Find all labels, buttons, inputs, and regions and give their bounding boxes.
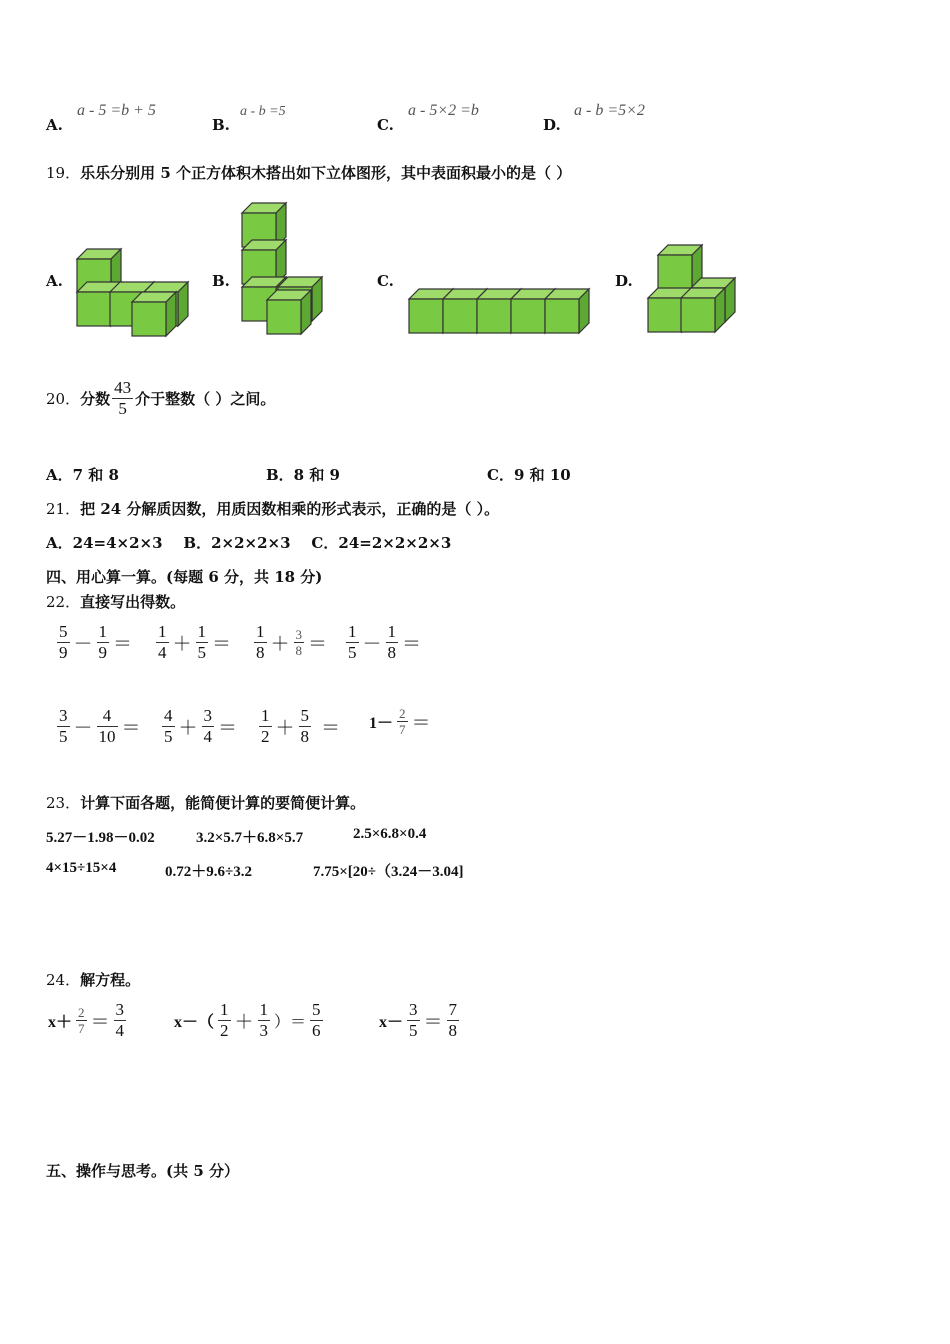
q20-frac-numerator: 43 — [114, 378, 132, 397]
den: 5 — [164, 727, 173, 746]
den: 2 — [220, 1021, 229, 1040]
den: 8 — [256, 643, 265, 662]
q22-number: 22． — [46, 593, 81, 611]
q21-options: A．24=4×2×3 B．2×2×2×3 C．24=2×2×2×3 — [46, 534, 452, 552]
equals: ＝ — [90, 1012, 110, 1033]
equals: ＝ — [308, 634, 328, 655]
den: 9 — [59, 643, 68, 662]
q23-question — [46, 792, 365, 813]
q18-option-d-label: D. — [543, 116, 561, 134]
q22-item-8 — [367, 706, 433, 737]
q22-item-7 — [257, 706, 342, 747]
den: 8 — [448, 1021, 458, 1040]
den: 5 — [197, 643, 207, 662]
q19-cube-figures — [0, 0, 950, 360]
num: 7 — [448, 1000, 458, 1019]
den: 7 — [78, 1021, 85, 1036]
operator: ＋ — [275, 718, 295, 739]
q22-text: 直接写出得数。 — [80, 593, 186, 611]
q22-question — [46, 591, 185, 612]
q19-figure-d — [648, 245, 735, 332]
q20-number: 20． — [46, 390, 81, 408]
num: 5 — [312, 1000, 321, 1019]
operator: ＋ — [172, 634, 192, 655]
operator: － — [73, 718, 93, 739]
section-5-heading: 五、操作与思考。(共 5 分） — [46, 1162, 239, 1180]
q24-question — [46, 969, 140, 990]
q19-option-d-label: D. — [615, 272, 633, 290]
equals: ＝ — [212, 634, 232, 655]
num: 3 — [115, 1000, 125, 1019]
q24-text: 解方程。 — [80, 971, 141, 989]
num: 4 — [164, 706, 173, 725]
num: 1 — [98, 622, 108, 641]
q23-text: 计算下面各题，能简便计算的要简便计算。 — [80, 794, 366, 812]
q24-equation-1 — [46, 1000, 128, 1041]
operator: － — [73, 634, 93, 655]
num: 4 — [102, 706, 112, 725]
den: 6 — [312, 1021, 321, 1040]
q21-question — [46, 498, 499, 519]
num: 1 — [256, 622, 265, 641]
q20-frac-denominator: 5 — [118, 399, 127, 418]
operator: － — [362, 634, 382, 655]
num: 1 — [387, 622, 397, 641]
num: 1 — [348, 622, 357, 641]
equals: ＝ — [113, 634, 133, 655]
q19-text: 乐乐分别用 5 个正方体积木搭出如下立体图形，其中表面积最小的是（ ） — [80, 164, 572, 182]
q23-expr-3: 2.5×6.8×0.4 — [353, 826, 427, 842]
q22-item-3 — [252, 622, 329, 663]
q22-item-6 — [160, 706, 239, 747]
q18-option-c-label: C. — [377, 116, 394, 134]
equals: ＝ — [402, 634, 422, 655]
den: 4 — [115, 1021, 125, 1040]
q20-option-b: B．8 和 9 — [266, 466, 340, 484]
num: 1 — [259, 1000, 269, 1019]
num: 3 — [59, 706, 68, 725]
den: 8 — [295, 643, 303, 658]
den: 10 — [98, 727, 116, 746]
q23-expr-4: 4×15÷15×4 — [46, 860, 117, 876]
prefix: 1－ — [369, 715, 394, 732]
equals: ＝ — [218, 718, 238, 739]
q21-text: 把 24 分解质因数，用质因数相乘的形式表示，正确的是（ ）。 — [80, 500, 500, 518]
q23-expr-5: 0.72＋9.6÷3.2 — [165, 864, 252, 880]
num: 3 — [295, 627, 303, 642]
equals: ＝ — [321, 718, 341, 739]
den: 3 — [259, 1021, 269, 1040]
q18-option-a-expr: a - 5 =b + 5 — [77, 102, 156, 119]
den: 9 — [98, 643, 108, 662]
q18-option-d-expr: a - b =5×2 — [574, 102, 645, 119]
num: 3 — [203, 706, 213, 725]
q23-expr-2: 3.2×5.7＋6.8×5.7 — [196, 830, 304, 846]
q22-item-4 — [344, 622, 423, 663]
q20-pre: 分数 — [80, 390, 111, 408]
prefix: x－ — [379, 1014, 404, 1031]
q19-option-c-label: C. — [377, 272, 394, 290]
den: 5 — [59, 727, 68, 746]
prefix: x＋ — [48, 1014, 73, 1031]
num: 2 — [78, 1005, 85, 1020]
operator: ＋ — [270, 634, 290, 655]
q19-option-a-label: A. — [46, 272, 63, 290]
operator: ＋ — [178, 718, 198, 739]
prefix: x－（ — [174, 1014, 215, 1031]
q18-option-b-label: B. — [212, 116, 230, 134]
q21-number: 21． — [46, 500, 81, 518]
equals: ＝ — [411, 713, 431, 734]
q22-item-2 — [154, 622, 233, 663]
q19-option-b-label: B. — [212, 272, 230, 290]
num: 3 — [409, 1000, 418, 1019]
q22-item-5 — [55, 706, 143, 747]
q18-option-a-label: A. — [46, 116, 63, 134]
num: 1 — [220, 1000, 229, 1019]
q19-figure-b — [242, 203, 322, 334]
q22-item-1 — [55, 622, 134, 663]
q20-question — [46, 378, 275, 419]
den: 5 — [409, 1021, 418, 1040]
den: 8 — [300, 727, 310, 746]
den: 4 — [158, 643, 167, 662]
num: 2 — [399, 706, 406, 721]
den: 8 — [387, 643, 397, 662]
den: 5 — [348, 643, 357, 662]
den: 4 — [203, 727, 213, 746]
close-paren-equals: ）＝ — [274, 1014, 307, 1031]
q23-number: 23． — [46, 794, 81, 812]
den: 7 — [399, 722, 406, 737]
q23-expr-1: 5.27－1.98－0.02 — [46, 830, 155, 846]
q23-expr-6: 7.75×[20÷（3.24－3.04] — [313, 864, 464, 880]
num: 5 — [300, 706, 310, 725]
den: 2 — [261, 727, 270, 746]
num: 5 — [59, 622, 68, 641]
operator: ＋ — [234, 1012, 254, 1033]
q19-figure-c — [409, 289, 589, 333]
num: 1 — [261, 706, 270, 725]
section-4-heading: 四、用心算一算。(每题 6 分，共 18 分) — [46, 568, 323, 586]
q19-number: 19． — [46, 164, 81, 182]
q20-fraction — [112, 378, 133, 419]
q24-equation-2 — [172, 1000, 325, 1041]
num: 1 — [197, 622, 207, 641]
q20-option-c: C．9 和 10 — [487, 466, 571, 484]
equals: ＝ — [423, 1012, 443, 1033]
q20-option-a: A．7 和 8 — [46, 466, 119, 484]
q24-equation-3 — [377, 1000, 461, 1041]
q24-number: 24． — [46, 971, 81, 989]
q18-option-b-expr: a - b =5 — [240, 104, 286, 119]
equals: ＝ — [121, 718, 141, 739]
q19-figure-a — [77, 249, 188, 336]
q18-option-c-expr: a - 5×2 =b — [408, 102, 479, 119]
q20-post: 介于整数（ ）之间。 — [135, 390, 276, 408]
num: 1 — [158, 622, 167, 641]
